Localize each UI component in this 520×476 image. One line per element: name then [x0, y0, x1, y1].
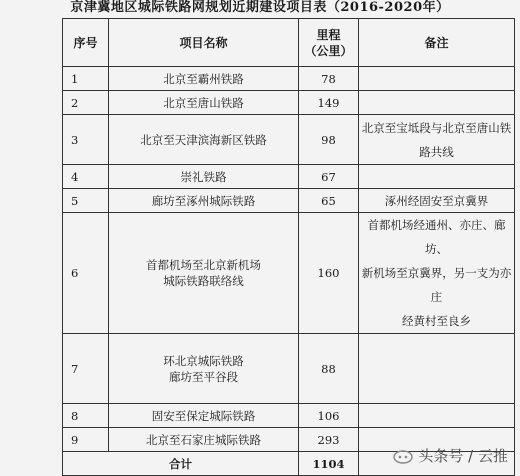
cell-no: 9: [63, 428, 109, 452]
cell-no: 1: [63, 67, 109, 91]
cell-name: [109, 115, 299, 165]
project-name-line: 崇礼铁路: [180, 169, 227, 184]
cell-no: 7: [63, 334, 109, 404]
cell-km: 160: [299, 213, 359, 334]
cell-note: [359, 189, 515, 213]
cell-note: [359, 404, 515, 428]
watermark-text: 头条号 / 云推: [418, 447, 508, 465]
project-name-line: 北京至唐山铁路: [163, 95, 244, 110]
cell-km: 65: [299, 189, 359, 213]
cell-name: [109, 91, 299, 115]
table-title: 京津冀地区城际铁路网规划近期建设项目表（2016-2020年）: [70, 0, 450, 15]
cell-note: [359, 67, 515, 91]
project-name-line: 首都机场至北京新机场: [146, 258, 261, 272]
note-line: 路共线: [419, 144, 454, 159]
total-label: 合计: [63, 452, 299, 476]
note-line: 新机场至京冀界，另一支为亦庄: [361, 266, 512, 304]
cell-name: [109, 189, 299, 213]
note-line: 涿州经固安至京冀界: [384, 193, 489, 208]
header-name: 项目名称: [109, 19, 299, 67]
table-row: [63, 189, 515, 213]
project-name-line: 廊坊至平谷段: [169, 369, 238, 384]
cell-no: 6: [63, 213, 109, 334]
watermark: [392, 445, 508, 466]
cell-name: [109, 165, 299, 189]
header-km: [299, 19, 359, 67]
cell-no: 4: [63, 165, 109, 189]
header-row: [63, 19, 515, 67]
project-name-line: 北京至霸州铁路: [163, 71, 244, 86]
header-km-line1: 里程: [316, 27, 341, 42]
total-km: 1104: [299, 452, 359, 476]
cell-km: 67: [299, 165, 359, 189]
project-name-line: 廊坊至涿州城际铁路: [151, 193, 256, 208]
project-table: [62, 18, 515, 476]
table-row: [63, 165, 515, 189]
cell-name: [109, 334, 299, 404]
project-name-line: 北京至石家庄城际铁路: [146, 432, 261, 447]
cell-note: [359, 115, 515, 165]
project-name-line: 固安至保定城际铁路: [151, 408, 256, 423]
cell-no: 2: [63, 91, 109, 115]
cell-no: 3: [63, 115, 109, 165]
cell-km: 88: [299, 334, 359, 404]
table-row: [63, 213, 515, 334]
cell-km: 149: [299, 91, 359, 115]
cell-note: [359, 165, 515, 189]
cell-km: 293: [299, 428, 359, 452]
header-no: 序号: [63, 19, 109, 67]
cell-km: 106: [299, 404, 359, 428]
table-row: [63, 67, 515, 91]
note-line: 首都机场经通州、亦庄、廊坊、: [367, 218, 506, 256]
table-row: [63, 334, 515, 404]
table-row: [63, 404, 515, 428]
cell-name: [109, 67, 299, 91]
cell-note: [359, 334, 515, 404]
cell-no: 5: [63, 189, 109, 213]
header-note: 备注: [359, 19, 515, 67]
cell-name: [109, 404, 299, 428]
cell-note: [359, 213, 515, 334]
cell-note: [359, 91, 515, 115]
cell-name: [109, 213, 299, 334]
project-name-line: 环北京城际铁路: [163, 353, 244, 368]
cell-km: 78: [299, 67, 359, 91]
project-name-line: 北京至天津滨海新区铁路: [140, 132, 267, 147]
table-row: [63, 115, 515, 165]
cell-km: 98: [299, 115, 359, 165]
cell-no: 8: [63, 404, 109, 428]
note-line: 经黄村至良乡: [402, 314, 471, 328]
note-line: 北京至宝坻段与北京至唐山铁: [361, 120, 512, 135]
logo-icon: [392, 447, 414, 465]
project-name-line: 城际铁路联络线: [163, 274, 244, 288]
table-row: [63, 91, 515, 115]
header-km-line2: （公里）: [304, 43, 353, 58]
cell-name: [109, 428, 299, 452]
